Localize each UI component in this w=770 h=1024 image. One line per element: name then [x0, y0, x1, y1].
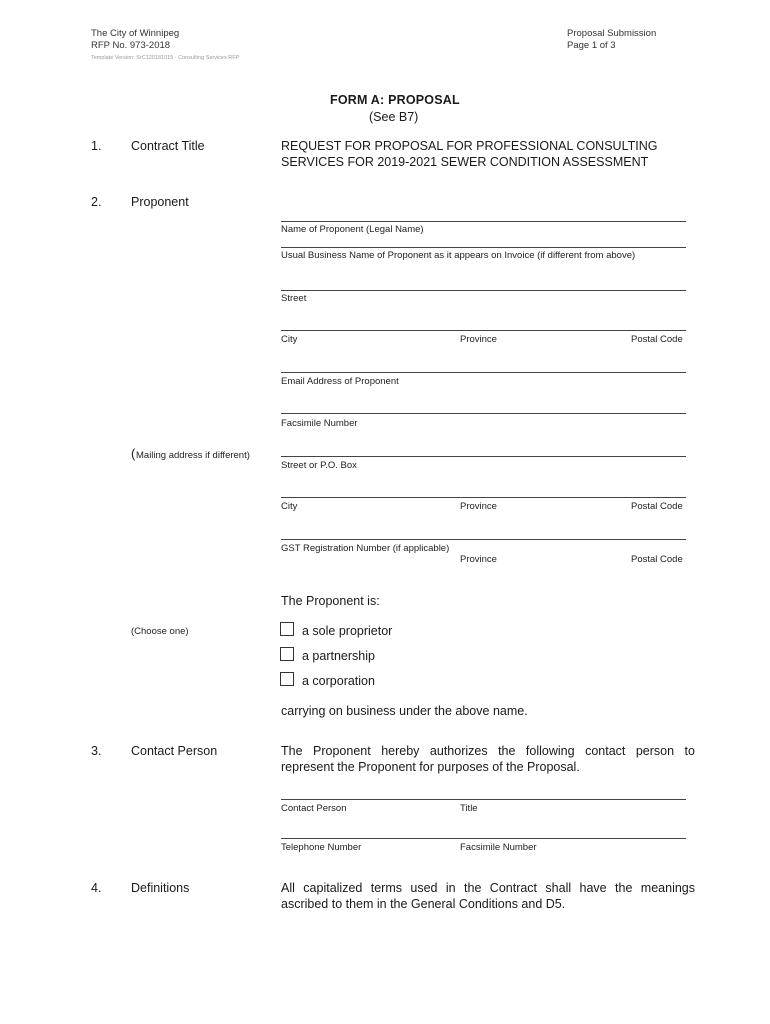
form-subtitle: (See B7) [369, 110, 419, 124]
corporation-checkbox[interactable] [280, 672, 294, 686]
mailing-address-label: Mailing address if different) [136, 450, 250, 461]
contract-title-line-2: SERVICES FOR 2019-2021 SEWER CONDITION ASSESSMENT [281, 155, 649, 169]
header-doc-title: Proposal Submission [567, 28, 657, 39]
mailing-city-field[interactable] [281, 497, 686, 498]
contact-person-field[interactable] [281, 799, 686, 800]
gst-field[interactable] [281, 539, 686, 540]
header-city: The City of Winnipeg [91, 28, 180, 39]
proponent-is-label: The Proponent is: [281, 594, 380, 608]
section-1-number: 1. [91, 139, 102, 153]
section-2-number: 2. [91, 195, 102, 209]
section-3-number: 3. [91, 744, 102, 758]
header-rfp-number: RFP No. 973-2018 [91, 40, 171, 51]
section-1-label: Contract Title [131, 139, 205, 153]
province-label: Province [460, 334, 497, 345]
business-name-field[interactable] [281, 247, 686, 248]
telephone-label: Telephone Number [281, 842, 362, 853]
section-4-label: Definitions [131, 881, 190, 895]
proponent-name-label: Name of Proponent (Legal Name) [281, 224, 424, 235]
sole-proprietor-label: a sole proprietor [302, 624, 393, 638]
mailing-paren: ( [131, 446, 136, 461]
contract-title-line-1: REQUEST FOR PROPOSAL FOR PROFESSIONAL CONSULTING [281, 139, 658, 153]
corporation-label: a corporation [302, 674, 375, 688]
business-name-label: Usual Business Name of Proponent as it appears on Invoice (if different from above) [281, 250, 636, 261]
mailing-postal-label: Postal Code [631, 501, 683, 512]
fax-label: Facsimile Number [281, 418, 358, 429]
header-template-version: Template Version: SrC120181015 - Consulting Services RFP [91, 55, 240, 61]
contact-title-label: Title [460, 803, 478, 814]
partnership-label: a partnership [302, 649, 375, 663]
form-title: FORM A: PROPOSAL [330, 93, 460, 107]
section-2-label: Proponent [131, 195, 189, 209]
contact-fax-label: Facsimile Number [460, 842, 537, 853]
pobox-field[interactable] [281, 456, 686, 457]
section-4-number: 4. [91, 881, 102, 895]
contact-authorization-text: The Proponent hereby authorizes the following contact person to represent the Proponent for purposes of the Proposal. [281, 744, 695, 774]
street-field[interactable] [281, 290, 686, 291]
city-province-postal-field[interactable] [281, 330, 686, 331]
choose-one-label: (Choose one) [131, 626, 189, 637]
definitions-text: All capitalized terms used in the Contract shall have the meanings ascribed to them in the General Conditions and D5. [281, 881, 695, 911]
mailing-province-label: Province [460, 501, 497, 512]
gst-province-label: Province [460, 554, 497, 565]
email-field[interactable] [281, 372, 686, 373]
mailing-city-label: City [281, 501, 298, 512]
gst-label: GST Registration Number (if applicable) [281, 543, 450, 554]
section-3-label: Contact Person [131, 744, 218, 758]
gst-postal-label: Postal Code [631, 554, 683, 565]
partnership-checkbox[interactable] [280, 647, 294, 661]
proponent-name-field[interactable] [281, 221, 686, 222]
postal-code-label: Postal Code [631, 334, 683, 345]
carrying-on-text: carrying on business under the above name. [281, 704, 528, 718]
header-page-number: Page 1 of 3 [567, 40, 616, 51]
contact-phone-fax-field[interactable] [281, 838, 686, 839]
email-label: Email Address of Proponent [281, 376, 399, 387]
sole-proprietor-checkbox[interactable] [280, 622, 294, 636]
contact-person-label: Contact Person [281, 803, 347, 814]
fax-field[interactable] [281, 413, 686, 414]
pobox-label: Street or P.O. Box [281, 460, 357, 471]
city-label: City [281, 334, 298, 345]
street-label: Street [281, 293, 307, 304]
